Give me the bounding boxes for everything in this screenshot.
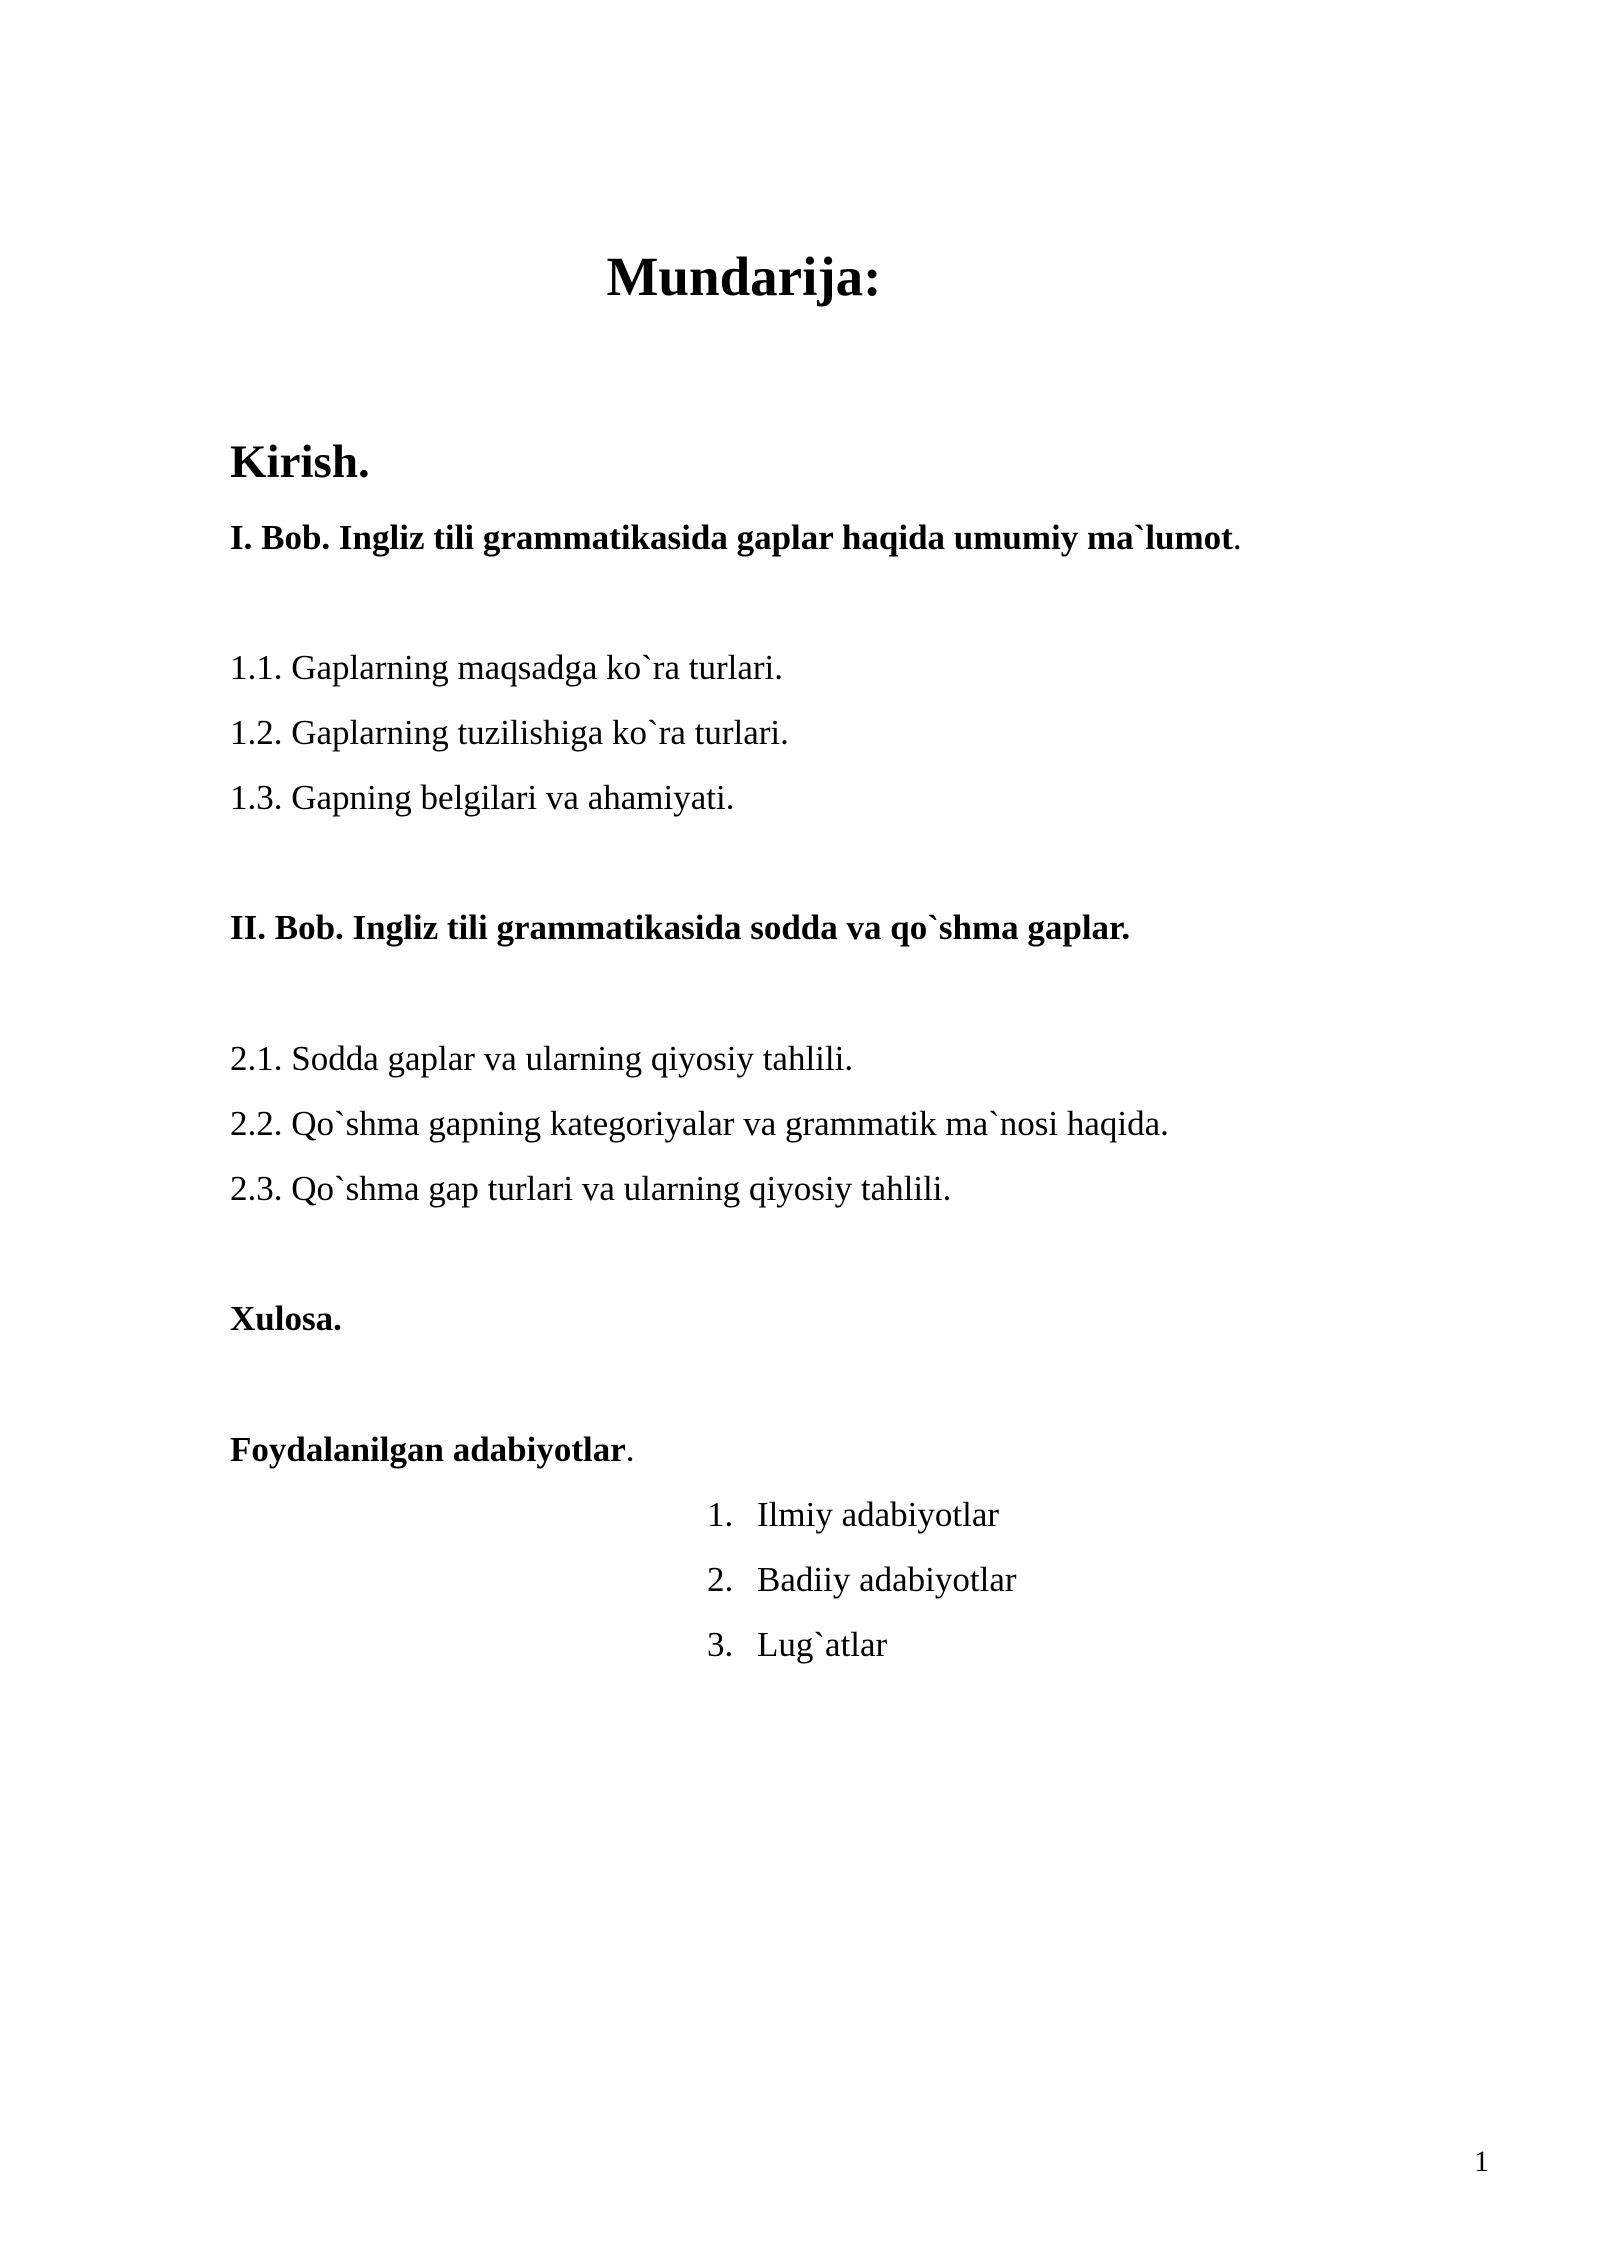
toc-entry: 2.1. Sodda gaplar va ularning qiyosiy tahlili. [230, 1039, 854, 1078]
chapter2-heading: II. Bob. Ingliz tili grammatikasida sodda va qo`shma gaplar. [230, 908, 1131, 947]
conclusion-heading: Xulosa. [230, 1299, 342, 1338]
reference-item-label: Ilmiy adabiyotlar [757, 1495, 1000, 1534]
reference-item-number: 1. [707, 1495, 734, 1534]
toc-entry: 2.2. Qo`shma gapning kategoriyalar va grammatik ma`nosi haqida. [230, 1104, 1169, 1143]
references-trail: . [625, 1430, 635, 1469]
reference-item-number: 2. [707, 1560, 734, 1599]
reference-item-number: 3. [707, 1625, 734, 1664]
toc-entry: 2.3. Qo`shma gap turlari va ularning qiyosiy tahlili. [230, 1169, 952, 1208]
reference-list-item [707, 1493, 999, 1537]
chapter1-heading [230, 516, 1242, 560]
chapter1-trail: . [1232, 518, 1242, 557]
references-heading [230, 1428, 635, 1472]
toc-entry: 1.3. Gapning belgilari va ahamiyati. [230, 778, 735, 817]
references-title: Foydalanilgan adabiyotlar [230, 1430, 626, 1469]
toc-entry: 1.1. Gaplarning maqsadga ko`ra turlari. [230, 648, 784, 687]
reference-item-label: Badiiy adabiyotlar [757, 1560, 1017, 1599]
reference-list-item [707, 1623, 887, 1667]
toc-entry: 1.2. Gaplarning tuzilishiga ko`ra turlari. [230, 713, 789, 752]
page-number: 1 [1474, 2145, 1489, 2178]
chapter1-title: I. Bob. Ingliz tili grammatikasida gaplar haqida umumiy ma`lumot [230, 518, 1233, 557]
intro-heading: Kirish. [230, 436, 370, 488]
reference-list-item [707, 1558, 1017, 1602]
reference-item-label: Lug`atlar [757, 1625, 888, 1664]
page-title: Mundarija: [606, 246, 882, 307]
